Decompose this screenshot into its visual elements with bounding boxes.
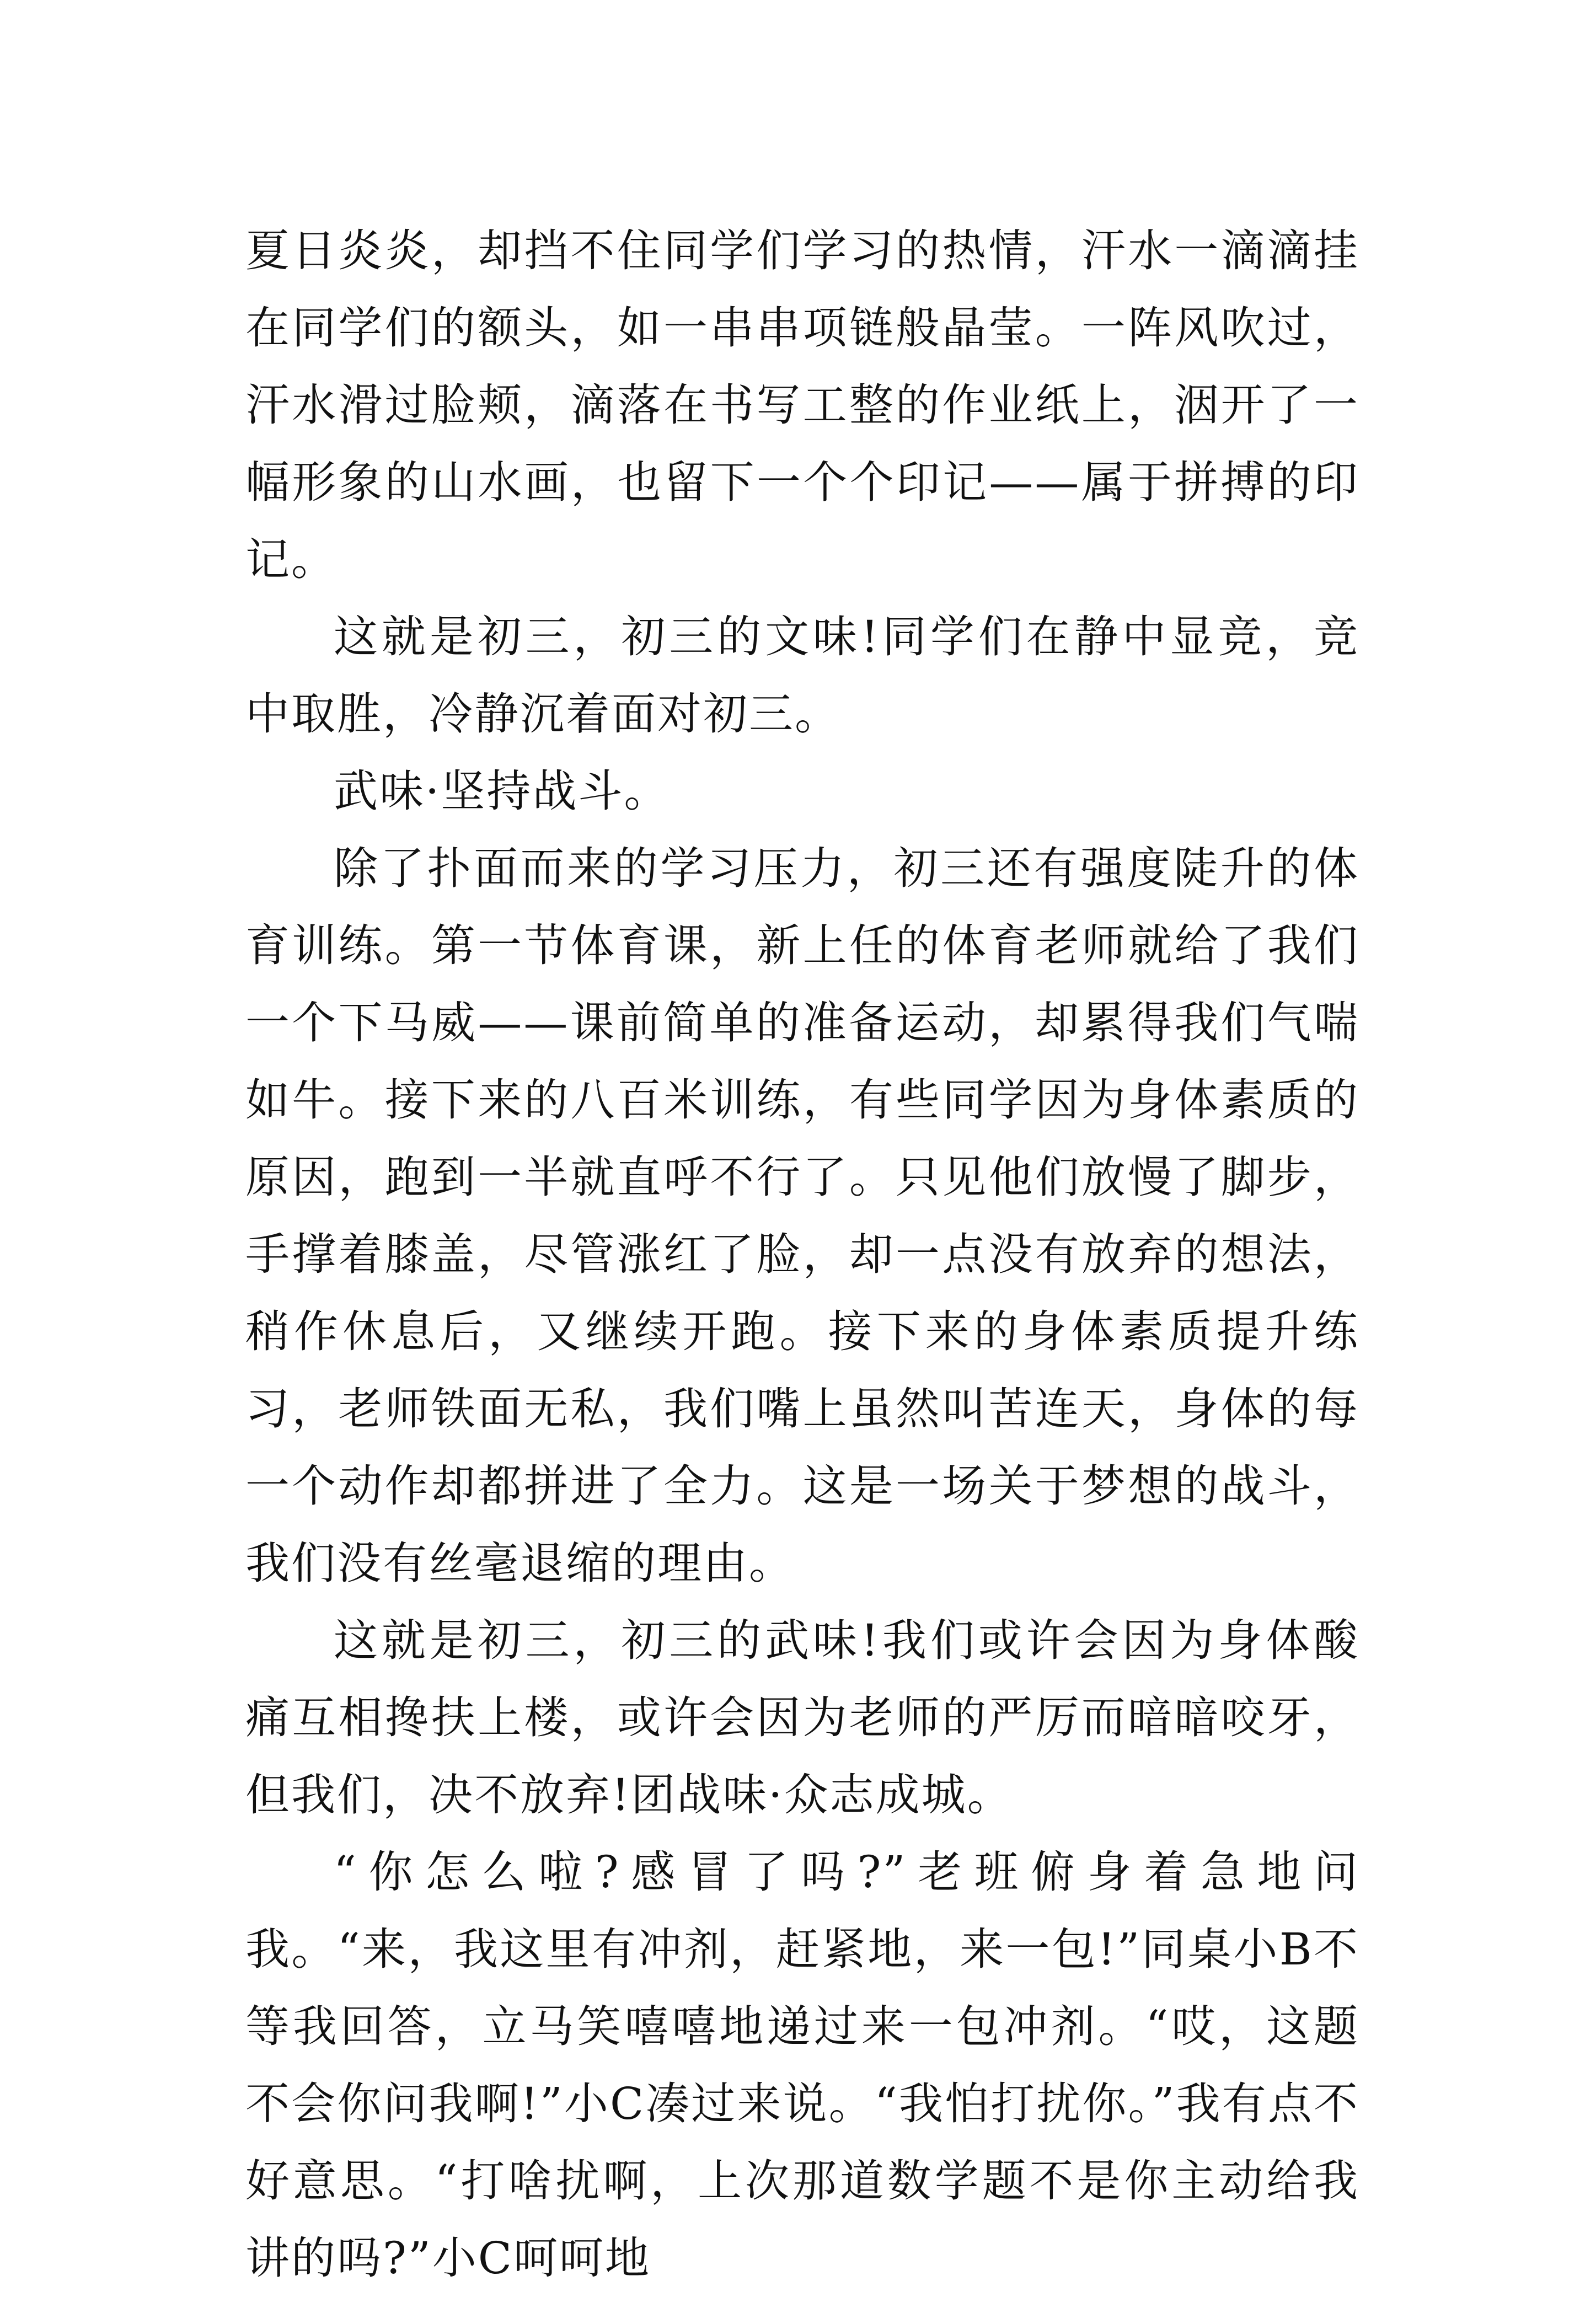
paragraph-1: 夏日炎炎，却挡不住同学们学习的热情，汗水一滴滴挂在同学们的额头，如一串串项链般晶莹。一阵风吹过，汗水滑过脸颊，滴落在书写工整的作业纸上，洇开了一幅形象的山水画，也留下一个个印记——属于拼搏的印记。 [245, 225, 1359, 585]
paragraph-4: 除了扑面而来的学习压力，初三还有强度陡升的体育训练。第一节体育课，新上任的体育老师就给了我们一个下马威——课前简单的准备运动，却累得我们气喘如牛。接下来的八百米训练，有些同学因为身体素质的原因，跑到一半就直呼不行了。只见他们放慢了脚步，手撑着膝盖，尽管涨红了脸，却一点没有放弃的想法，稍作休息后，又继续开跑。接下来的身体素质提升练习，老师铁面无私，我们嘴上虽然叫苦连天，身体的每一个动作却都拼进了全力。这是一场关于梦想的战斗，我们没有丝毫退缩的理由。 [245, 843, 1359, 1589]
paragraph-6: “你怎么啦?感冒了吗?”老班俯身着急地问我。“来，我这里有冲剂，赶紧地，来一包!”同桌小B不等我回答，立马笑嘻嘻地递过来一包冲剂。“哎，这题不会你问我啊!”小C凑过来说。“我怕打扰你。”我有点不好意思。“打啥扰啊，上次那道数学题不是你主动给我讲的吗?”小C呵呵地 [245, 1846, 1359, 2284]
paragraph-2: 这就是初三，初三的文味!同学们在静中显竞，竞中取胜，冷静沉着面对初三。 [245, 611, 1359, 740]
body-text [245, 212, 1359, 2297]
section-heading-wuwei: 武味·坚持战斗。 [334, 765, 670, 817]
paragraph-5: 这就是初三，初三的武味!我们或许会因为身体酸痛互相搀扶上楼，或许会因为老师的严厉而暗暗咬牙，但我们，决不放弃!团战味·众志成城。 [245, 1615, 1359, 1821]
